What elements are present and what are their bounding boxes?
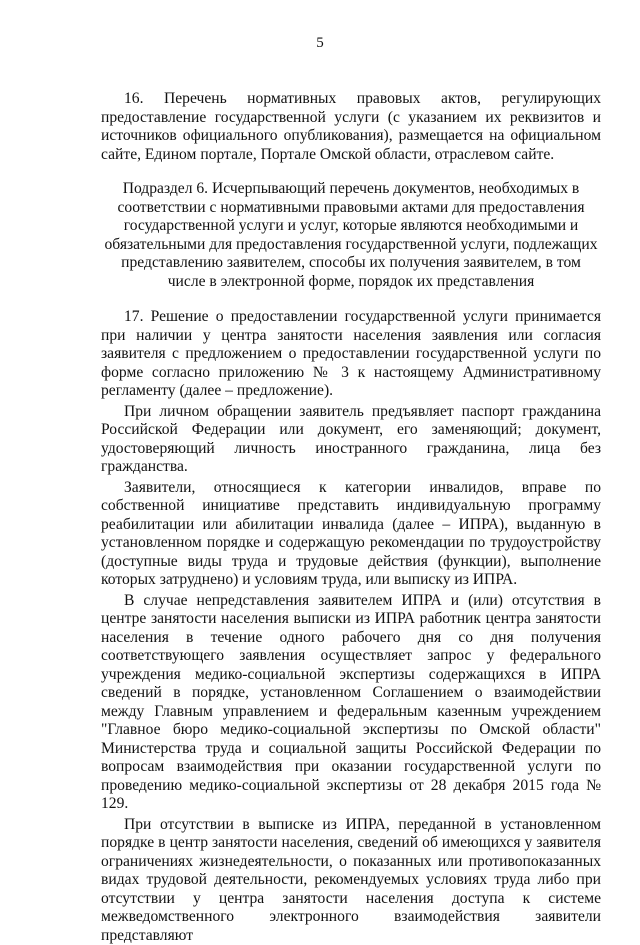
paragraph-17-absence: При отсутствии в выписке из ИПРА, переданной в установленном порядке в центр занятости населения, сведений об имеющихся у заявителя ограничениях жизнедеятельности, о показанных или противопоказанных видах трудовой деятельности, рекомендуемых условиях труда либо при отсутствии у центра занятости населения доступа к системе межведомственного электронного взаимодействия заявители представляют xyxy=(101,816,601,945)
document-body xyxy=(101,90,601,945)
paragraph-17: 17. Решение о предоставлении государственной услуги принимается при наличии у центра занятости населения заявления или согласия заявителя с предложением о предоставлении государственной услуги по форме согласно приложению № 3 к настоящему Административному регламенту (далее – предложение). xyxy=(101,308,601,401)
subsection-6-heading: Подраздел 6. Исчерпывающий перечень документов, необходимых в соответствии с нормативными правовыми актами для предоставления государственной услуги и услуг, которые являются необходимыми и обязательными для предоставления государственной услуги, подлежащих представлению заявителем, способы их получения заявителем, в том числе в электронной форме, порядок их представления xyxy=(101,180,601,291)
paragraph-17-passport: При личном обращении заявитель предъявляет паспорт гражданина Российской Федерации или документ, его заменяющий; документ, удостоверяющий личность иностранного гражданина, лица без гражданства. xyxy=(101,403,601,477)
paragraph-16: 16. Перечень нормативных правовых актов, регулирующих предоставление государственной услуги (с указанием их реквизитов и источников официального опубликования), размещается на официальном сайте, Едином портале, Портале Омской области, отраслевом сайте. xyxy=(101,90,601,164)
paragraph-17-disabled: Заявители, относящиеся к категории инвалидов, вправе по собственной инициативе представить индивидуальную программу реабилитации или абилитации инвалида (далее – ИПРА), выданную в установленном порядке и содержащую рекомендации по трудоустройству (доступные виды труда и трудовые действия (функции), выполнение которых затруднено) и условиям труда, или выписку из ИПРА. xyxy=(101,479,601,590)
paragraph-17-request: В случае непредставления заявителем ИПРА и (или) отсутствия в центре занятости населения выписки из ИПРА работник центра занятости населения в течение одного рабочего дня со дня получения соответствующего заявления осуществляет запрос у федерального учреждения медико-социальной экспертизы содержащихся в ИПРА сведений в порядке, установленном Соглашением о взаимодействии между Главным управлением и федеральным казенным учреждением "Главное бюро медико-социальной экспертизы по Омской области" Министерства труда и социальной защиты Российской Федерации по вопросам взаимодействия при оказании государственной услуги по проведению медико-социальной экспертизы от 28 декабря 2015 года № 129. xyxy=(101,592,601,814)
page-number: 5 xyxy=(0,34,640,52)
